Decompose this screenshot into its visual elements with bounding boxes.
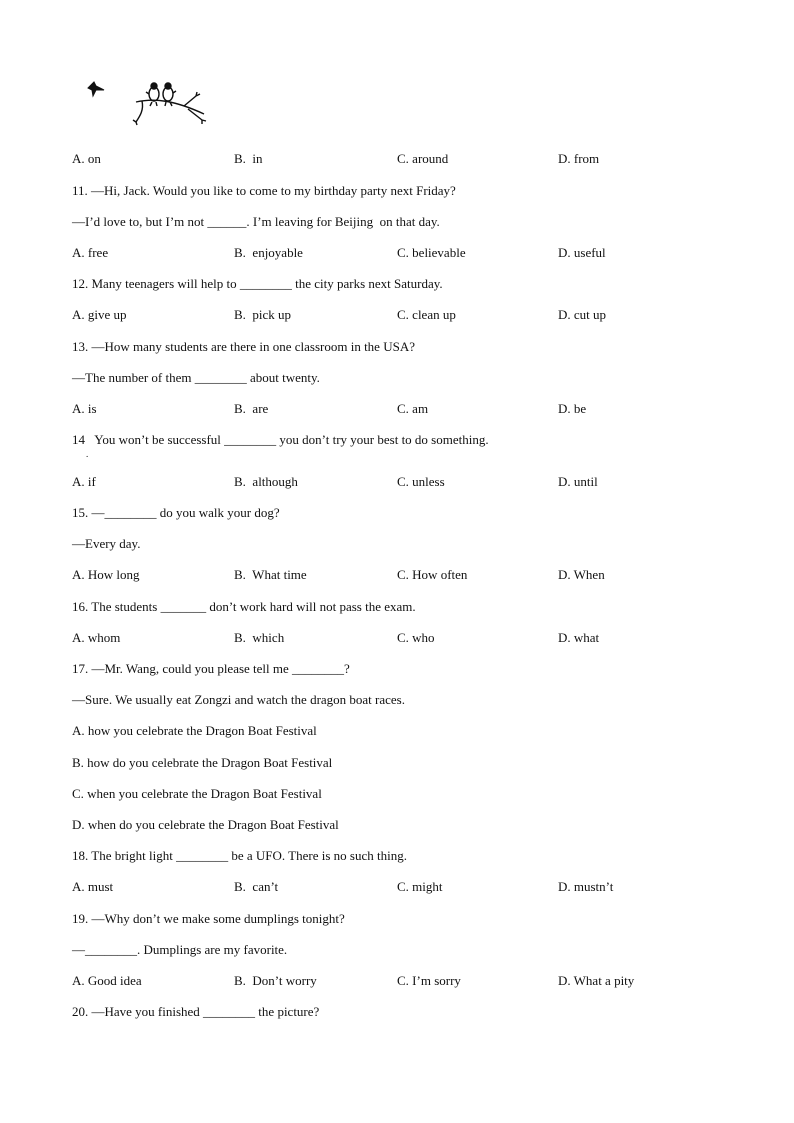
q13-options — [72, 401, 732, 417]
q13-reply: —The number of them ________ about twenty. — [72, 370, 320, 385]
q17-option-c[interactable]: C. when you celebrate the Dragon Boat Festival — [72, 786, 322, 801]
q18-option-d[interactable]: D. mustn’t — [558, 879, 614, 894]
q11-stem: 11. —Hi, Jack. Would you like to come to my birthday party next Friday? — [72, 183, 456, 198]
q20-stem: 20. —Have you finished ________ the picture? — [72, 1004, 320, 1019]
q16-option-c[interactable]: C. who — [397, 630, 435, 645]
q11-reply: —I’d love to, but I’m not ______. I’m leaving for Beijing on that day. — [72, 214, 440, 229]
q14-options — [72, 474, 732, 490]
q19-reply: —________. Dumplings are my favorite. — [72, 942, 288, 957]
q17-option-d[interactable]: D. when do you celebrate the Dragon Boat Festival — [72, 817, 339, 832]
birds-on-branch-icon — [133, 83, 206, 125]
q19-options — [72, 973, 732, 989]
q10-option-c[interactable]: C. around — [397, 151, 449, 166]
q15-option-c[interactable]: C. How often — [397, 567, 468, 582]
q14-option-b[interactable]: B. although — [234, 474, 298, 489]
q13-option-b[interactable]: B. are — [234, 401, 269, 416]
q11-option-d[interactable]: D. useful — [558, 245, 606, 260]
q15-option-d[interactable]: D. When — [558, 567, 605, 582]
q16-option-b[interactable]: B. which — [234, 630, 285, 645]
q14-stray-dot: . — [86, 449, 89, 459]
q12-option-b[interactable]: B. pick up — [234, 307, 292, 322]
q15-reply: —Every day. — [72, 536, 141, 551]
q12-options — [72, 307, 732, 323]
q18-options — [72, 879, 732, 895]
q13-option-c[interactable]: C. am — [397, 401, 429, 416]
q12-stem: 12. Many teenagers will help to ________ the city parks next Saturday. — [72, 276, 443, 291]
q12-option-d[interactable]: D. cut up — [558, 307, 607, 322]
q19-option-d[interactable]: D. What a pity — [558, 973, 635, 988]
q19-option-b[interactable]: B. Don’t worry — [234, 973, 317, 988]
q11-option-b[interactable]: B. enjoyable — [234, 245, 303, 260]
q16-option-a[interactable]: A. whom — [72, 630, 121, 645]
q17-stem: 17. —Mr. Wang, could you please tell me ________? — [72, 661, 350, 676]
q15-options — [72, 567, 732, 583]
q11-option-a[interactable]: A. free — [72, 245, 109, 260]
q11-option-c[interactable]: C. believable — [397, 245, 466, 260]
q18-option-a[interactable]: A. must — [72, 879, 114, 894]
q14-stem: 14 You won’t be successful ________ you don’t try your best to do something. — [72, 432, 489, 447]
q10-option-a[interactable]: A. on — [72, 151, 101, 166]
q19-option-c[interactable]: C. I’m sorry — [397, 973, 461, 988]
q14-option-d[interactable]: D. until — [558, 474, 598, 489]
bird-and-branch-illustration — [84, 74, 224, 130]
q18-option-c[interactable]: C. might — [397, 879, 443, 894]
q13-stem: 13. —How many students are there in one classroom in the USA? — [72, 339, 415, 354]
q12-option-c[interactable]: C. clean up — [397, 307, 456, 322]
q18-option-b[interactable]: B. can’t — [234, 879, 279, 894]
q10-options — [72, 151, 732, 167]
q11-options — [72, 245, 732, 261]
q13-option-d[interactable]: D. be — [558, 401, 587, 416]
q16-option-d[interactable]: D. what — [558, 630, 600, 645]
q15-option-a[interactable]: A. How long — [72, 567, 140, 582]
q19-stem: 19. —Why don’t we make some dumplings tonight? — [72, 911, 345, 926]
q14-option-c[interactable]: C. unless — [397, 474, 445, 489]
q17-option-a[interactable]: A. how you celebrate the Dragon Boat Festival — [72, 723, 317, 738]
flying-bird-icon — [88, 82, 104, 96]
q15-stem: 15. —________ do you walk your dog? — [72, 505, 280, 520]
q15-option-b[interactable]: B. What time — [234, 567, 307, 582]
q14-option-a[interactable]: A. if — [72, 474, 96, 489]
q10-option-d[interactable]: D. from — [558, 151, 600, 166]
q10-option-b[interactable]: B. in — [234, 151, 263, 166]
q16-stem: 16. The students _______ don’t work hard will not pass the exam. — [72, 599, 416, 614]
q18-stem: 18. The bright light ________ be a UFO. There is no such thing. — [72, 848, 407, 863]
q17-reply: —Sure. We usually eat Zongzi and watch the dragon boat races. — [72, 692, 405, 707]
q13-option-a[interactable]: A. is — [72, 401, 97, 416]
q16-options — [72, 630, 732, 646]
q19-option-a[interactable]: A. Good idea — [72, 973, 142, 988]
q17-option-b[interactable]: B. how do you celebrate the Dragon Boat Festival — [72, 755, 333, 770]
q12-option-a[interactable]: A. give up — [72, 307, 127, 322]
